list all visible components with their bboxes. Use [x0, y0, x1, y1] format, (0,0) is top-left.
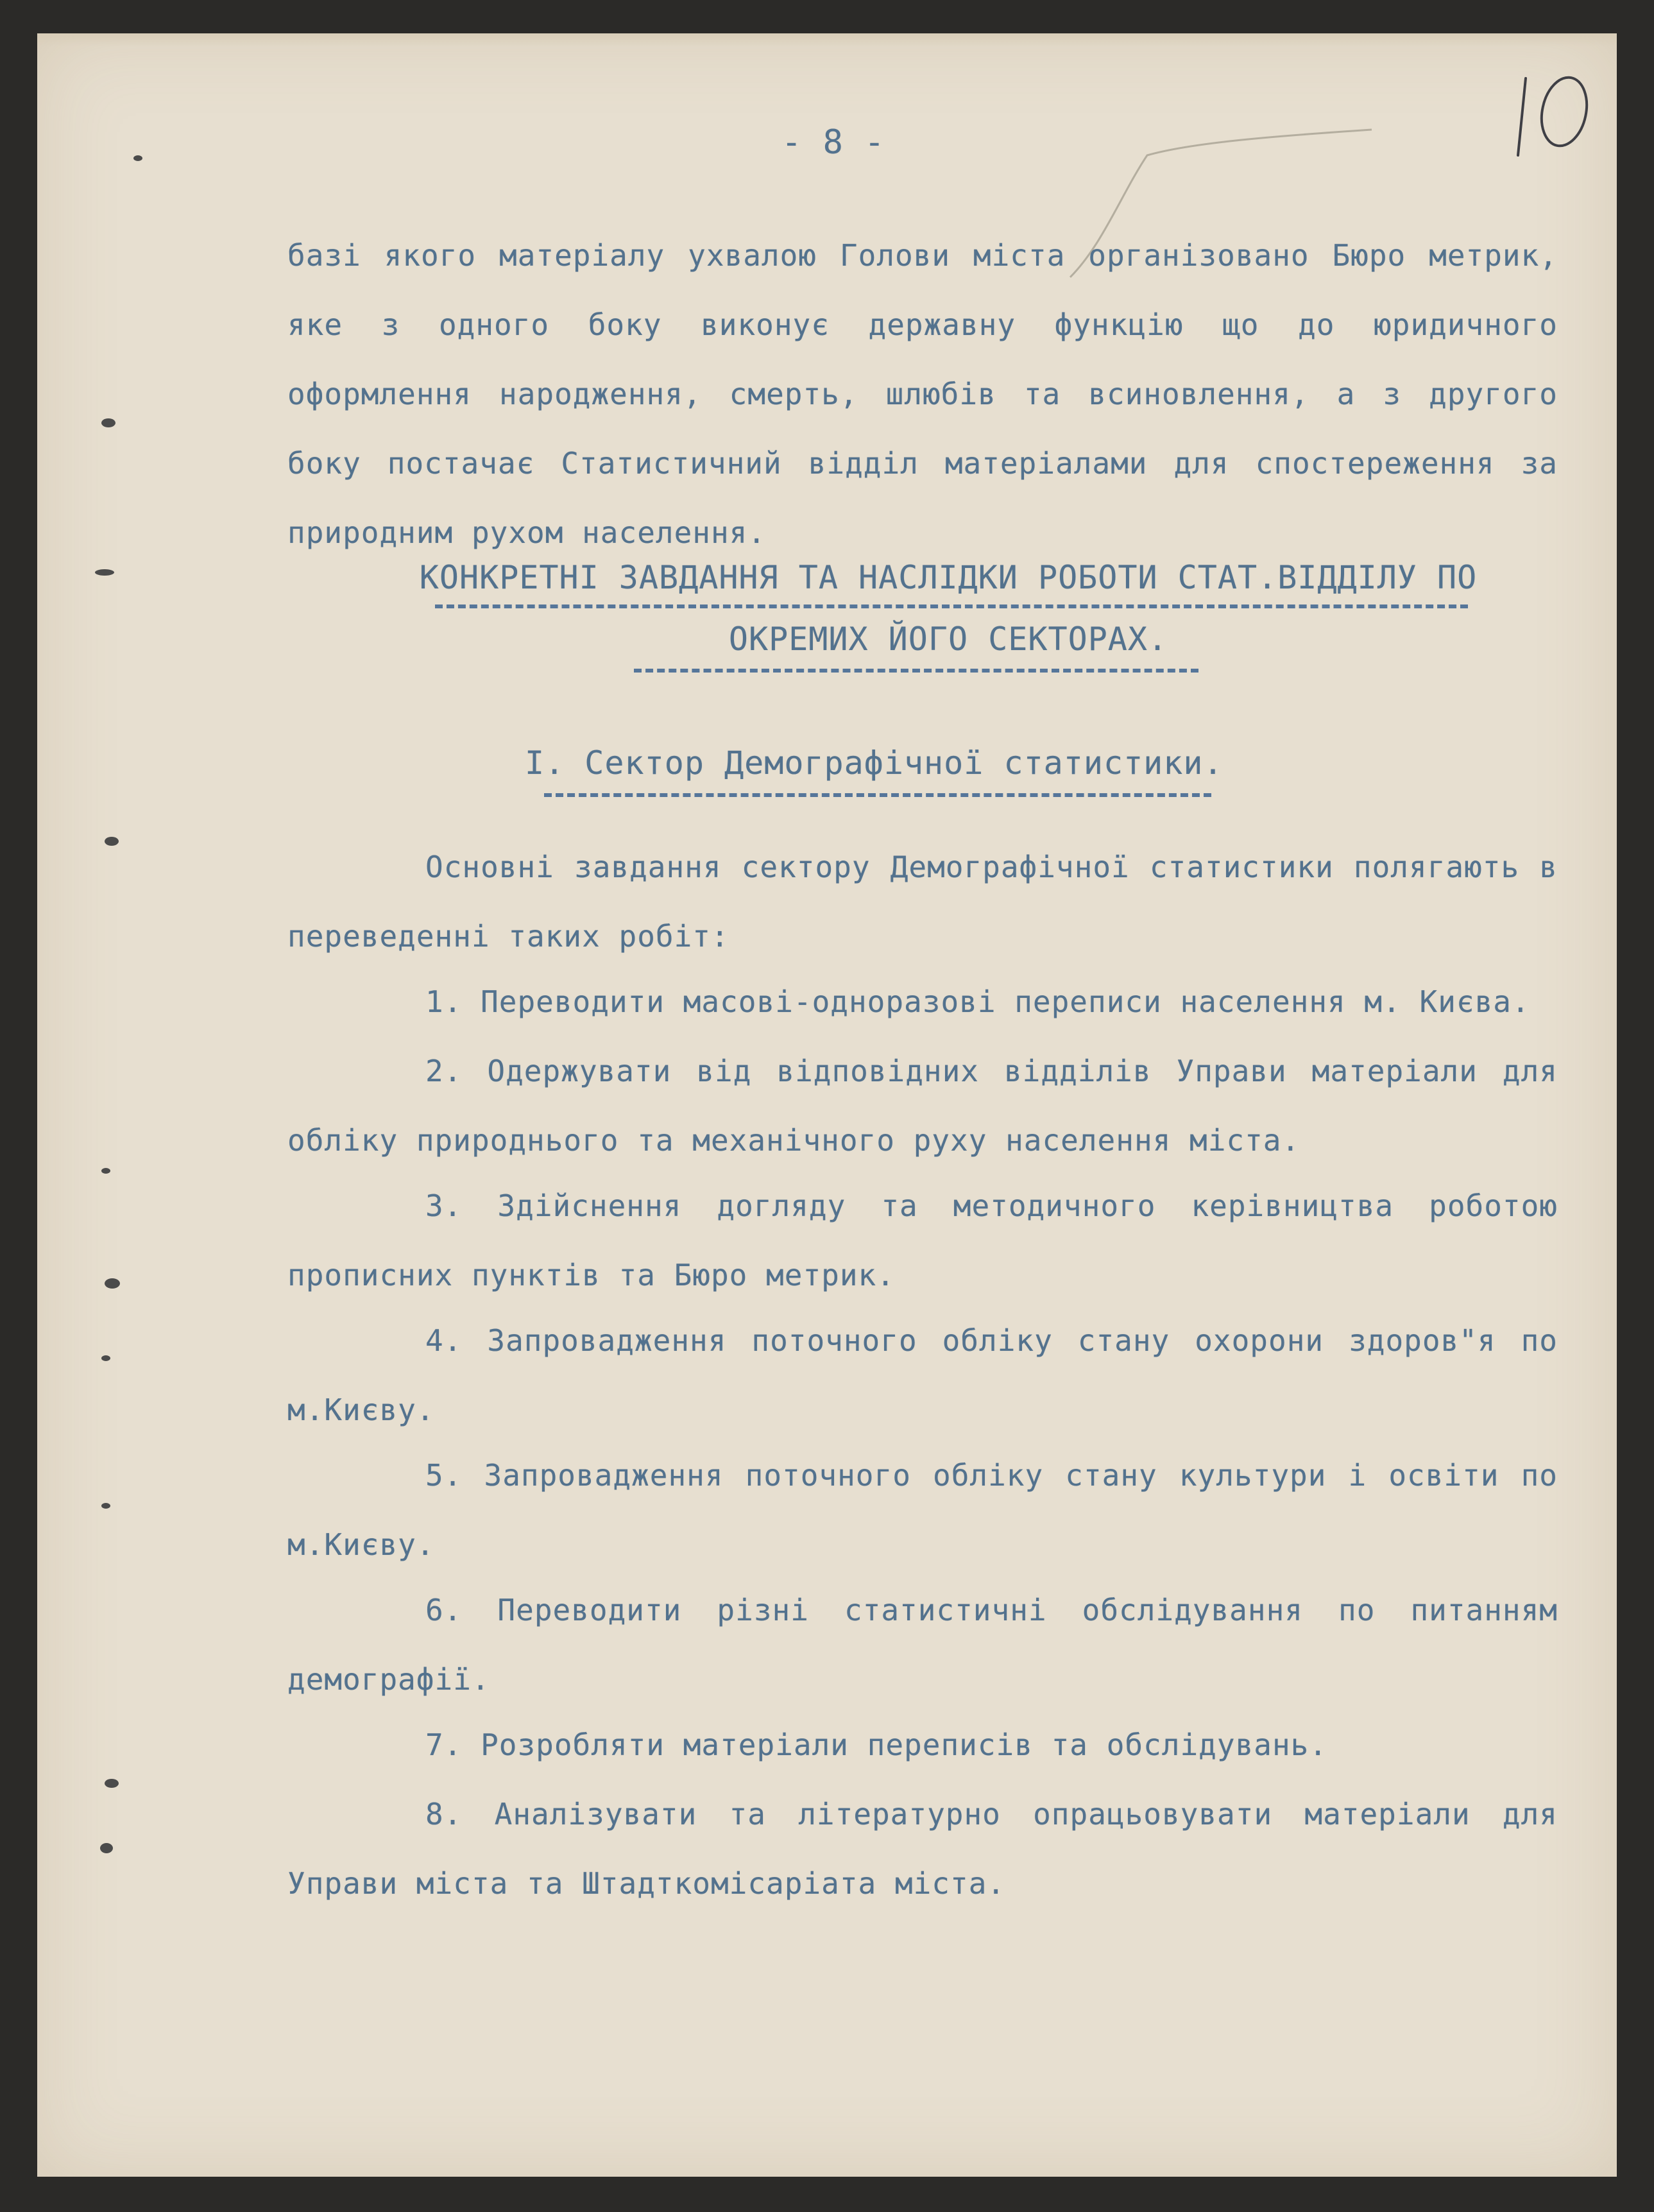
list-item: 2. Одержувати від відповідних відділів Управи матеріали для обліку природнього та механічного руху населення міста.: [287, 1054, 1558, 1158]
lead-paragraph: Основні завдання сектору Демографічної статистики полягають в переведенні таких робіт:: [287, 850, 1558, 954]
list-item: 5. Запровадження поточного обліку стану культури і освіти по м.Києву.: [287, 1458, 1558, 1562]
intro-paragraph: базі якого матеріалу ухвалою Голови міста організовано Бюро метрик, яке з одного боку виконує державну функцію що до юридичного оформлення народження, смерть, шлюбів та всиновлення, а з другого боку постачає Статистичний відділ матеріалами для спостереження за природним рухом населення.: [287, 238, 1558, 550]
paper-speck: [105, 1779, 119, 1788]
paper-speck: [105, 1278, 120, 1289]
list-item: 4. Запровадження поточного обліку стану охорони здоров"я по м.Києву.: [287, 1323, 1558, 1427]
section-heading: КОНКРЕТНІ ЗАВДАННЯ ТА НАСЛІДКИ РОБОТИ СТАТ.ВІДДІЛУ ПО ОКРЕМИХ ЙОГО СЕКТОРАХ.: [419, 559, 1478, 658]
paper-speck: [100, 1843, 113, 1853]
handwritten-folio-number: [1500, 65, 1603, 162]
list-item: 8. Аналізувати та літературно опрацьовувати матеріали для Управи міста та Штадткомісаріата міста.: [287, 1797, 1558, 1901]
paper-speck: [101, 1503, 110, 1509]
paper-speck: [133, 155, 142, 161]
list-item: 6. Переводити різні статистичні обслідування по питанням демографії.: [287, 1593, 1558, 1697]
subsection-heading: I. Сектор Демографічної статистики.: [525, 744, 1223, 782]
paper-speck: [105, 837, 119, 846]
paper-speck: [101, 1355, 110, 1361]
heading-underline-1: [435, 604, 1468, 608]
paper-edge: [37, 33, 1617, 46]
paper-speck: [101, 418, 115, 427]
list-item: 3. Здійснення догляду та методичного керівництва роботою прописних пунктів та Бюро метрик.: [287, 1188, 1558, 1292]
paper-speck: [95, 569, 114, 576]
paper-speck: [101, 1168, 110, 1174]
subheading-underline: [544, 793, 1211, 797]
heading-underline-2: [634, 669, 1198, 673]
list-item: 1. Переводити масові-одноразові переписи населення м. Києва.: [425, 984, 1530, 1019]
document-page: [37, 33, 1617, 2177]
list-item: 7. Розробляти матеріали переписів та обслідувань.: [425, 1728, 1328, 1762]
page-number: - 8 -: [781, 123, 885, 162]
